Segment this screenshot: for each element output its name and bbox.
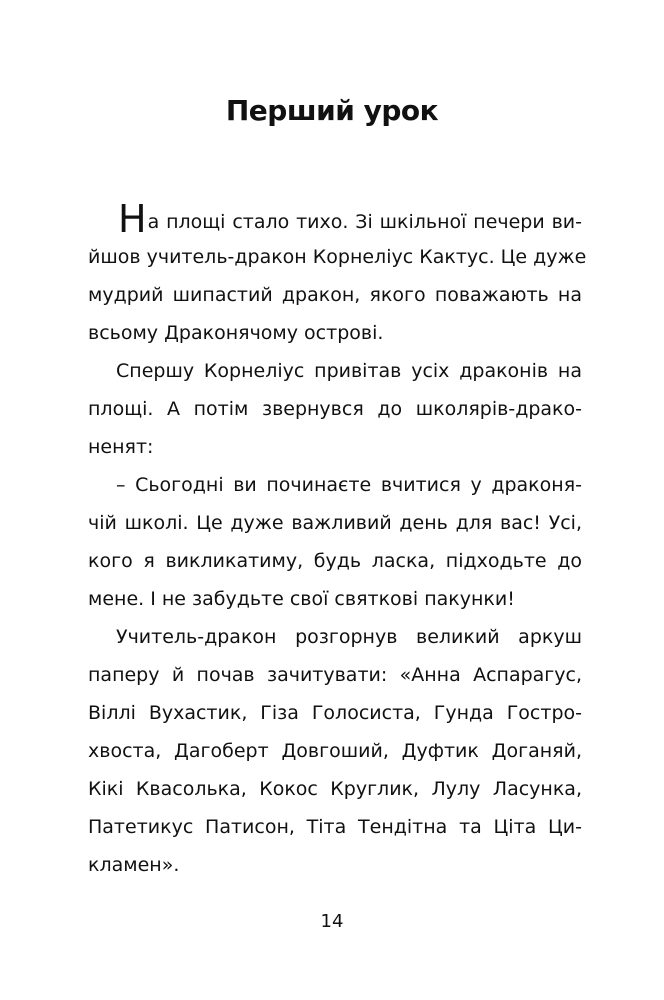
text-line: чій школі. Це дуже важливий день для вас! Усі,: [88, 512, 582, 534]
text-line: Учитель-дракон розгорнув великий аркуш: [116, 626, 582, 648]
paragraph-2: [88, 352, 582, 466]
text-line: Спершу Корнеліус привітав усіх драконів на: [116, 360, 582, 382]
paragraph-1: [88, 197, 587, 352]
text-line: Кікі Квасолька, Кокос Круглик, Лулу Ласунка,: [88, 778, 582, 800]
paragraph-4: [88, 618, 582, 884]
text-line: йшов учитель-дракон Корнеліус Кактус. Це дуже: [88, 246, 587, 268]
chapter-title: Перший урок: [225, 94, 439, 127]
text-line: хвоста, Дагоберт Довгоший, Дуфтик Доганяй,: [88, 740, 582, 762]
text-line: ненят:: [88, 436, 154, 458]
text-line: Патетикус Патисон, Тіта Тендітна та Ціта Ци-: [88, 816, 582, 838]
text-line: паперу й почав зачитувати: «Анна Аспарагус,: [88, 664, 582, 686]
drop-cap: Н: [118, 197, 147, 241]
text-line: кламен».: [88, 854, 180, 876]
page-number: 14: [320, 911, 344, 932]
text-line: всьому Драконячому острові.: [88, 322, 384, 344]
text-line: кого я викликатиму, будь ласка, підходьте до: [88, 550, 582, 572]
text-line: – Сьогодні ви починаєте вчитися у драконя-: [116, 474, 582, 496]
text-line: Віллі Вухастик, Гіза Голосиста, Гунда Гостро-: [88, 702, 582, 724]
text-line: [88, 197, 582, 241]
text-line: мудрий шипастий дракон, якого поважають на: [88, 284, 582, 306]
text-line: площі. А потім звернувся до школярів-драко-: [88, 398, 582, 420]
text-line-content: а площі стало тихо. Зі шкільної печери ви-: [147, 211, 582, 233]
text-line: мене. І не забудьте свої святкові пакунки!: [88, 588, 515, 610]
body-text: [88, 197, 587, 884]
paragraph-3: [88, 466, 582, 618]
